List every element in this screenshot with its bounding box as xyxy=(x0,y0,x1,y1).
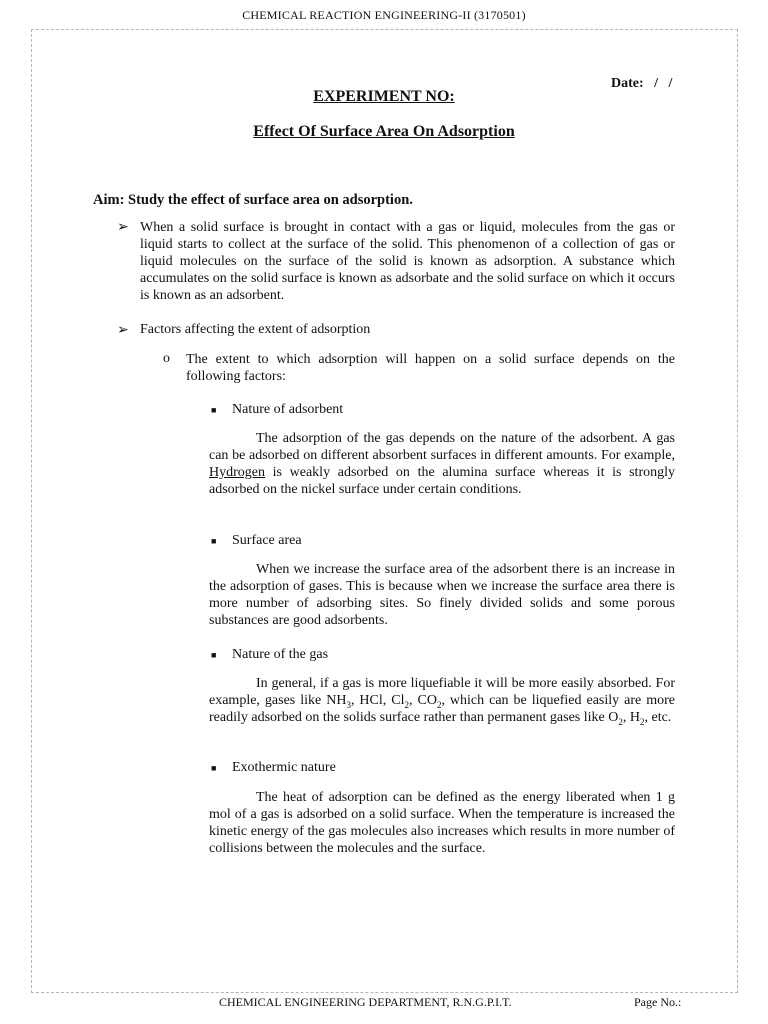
factor-heading: Nature of the gas xyxy=(232,647,329,662)
experiment-number-text: EXPERIMENT NO: xyxy=(313,88,455,105)
date-label: Date: / / xyxy=(611,76,673,91)
footer-page-number: Page No.: xyxy=(634,995,682,1009)
factor-paragraph: The heat of adsorption can be defined as the energy liberated when 1 g mol of a gas is adsorbed on a solid surface. When the temperature is increased the kinetic energy of the gas molecules also increases which results in more number of collisions between the molecules and the surface. xyxy=(209,790,675,856)
factor-paragraph xyxy=(209,675,675,726)
factor-text: , HCl, Cl xyxy=(350,693,405,708)
square-bullet-icon: ■ xyxy=(211,763,217,773)
arrow-bullet-icon: ➢ xyxy=(117,220,129,235)
factor-text: , H xyxy=(622,710,640,725)
factor-text: , CO xyxy=(408,693,437,708)
factor-paragraph: When we increase the surface area of the adsorbent there is an increase in the adsorption of gases. This is because when we increase the surface area there is more number of adsorbing sites. So finely divided solids and some porous substances are good adsorbents. xyxy=(209,562,675,628)
experiment-title xyxy=(0,123,768,141)
subscript: 2 xyxy=(404,699,409,710)
factor-heading: Exothermic nature xyxy=(232,760,336,775)
extent-paragraph: The extent to which adsorption will happen on a solid surface depends on the following factors: xyxy=(186,352,675,384)
intro-paragraph: When a solid surface is brought in contact with a gas or liquid, molecules from the gas or liquid starts to collect at the surface of the solid. This phenomenon of a collection of gas or liquid molecules on the surface of the solid is known as adsorption. A substance which accumulates on the solid surface is known as adsorbate and the solid surface on which it occurs is known as an adsorbent. xyxy=(140,220,675,303)
square-bullet-icon: ■ xyxy=(211,536,217,546)
arrow-bullet-icon: ➢ xyxy=(117,323,129,338)
hydrogen-link[interactable]: Hydrogen xyxy=(209,465,265,480)
circle-bullet-icon: o xyxy=(163,351,170,366)
factor-text: is weakly adsorbed on the alumina surface whereas it is strongly adsorbed on the nickel surface under certain conditions. xyxy=(209,465,675,497)
factor-text: In general, if a gas is more liquefiable it will be more easily absorbed. For example, gases like NH xyxy=(209,676,675,708)
factor-text: , which can be liquefied easily are more readily adsorbed on the solids surface rather than permanent gases like O xyxy=(209,693,675,725)
page-header: CHEMICAL REACTION ENGINEERING-II (3170501) xyxy=(242,8,526,22)
factors-heading: Factors affecting the extent of adsorption xyxy=(140,322,371,337)
factor-heading: Nature of adsorbent xyxy=(232,402,344,417)
subscript: 2 xyxy=(618,716,623,727)
footer-department: CHEMICAL ENGINEERING DEPARTMENT, R.N.G.P.I.T. xyxy=(219,995,512,1009)
factor-paragraph xyxy=(209,430,675,498)
square-bullet-icon: ■ xyxy=(211,405,217,415)
experiment-title-text: Effect Of Surface Area On Adsorption xyxy=(253,123,515,140)
square-bullet-icon: ■ xyxy=(211,650,217,660)
factor-text: , etc. xyxy=(644,710,672,725)
subscript: 2 xyxy=(639,716,645,727)
subscript: 3 xyxy=(346,699,351,710)
factor-text: The adsorption of the gas depends on the nature of the adsorbent. A gas can be adsorbed on different absorbent surfaces in different amounts. For example, xyxy=(209,431,675,463)
subscript: 2 xyxy=(436,699,442,710)
aim-statement: Aim: Study the effect of surface area on adsorption. xyxy=(93,192,413,208)
factor-heading: Surface area xyxy=(232,533,302,548)
experiment-number xyxy=(0,88,768,106)
